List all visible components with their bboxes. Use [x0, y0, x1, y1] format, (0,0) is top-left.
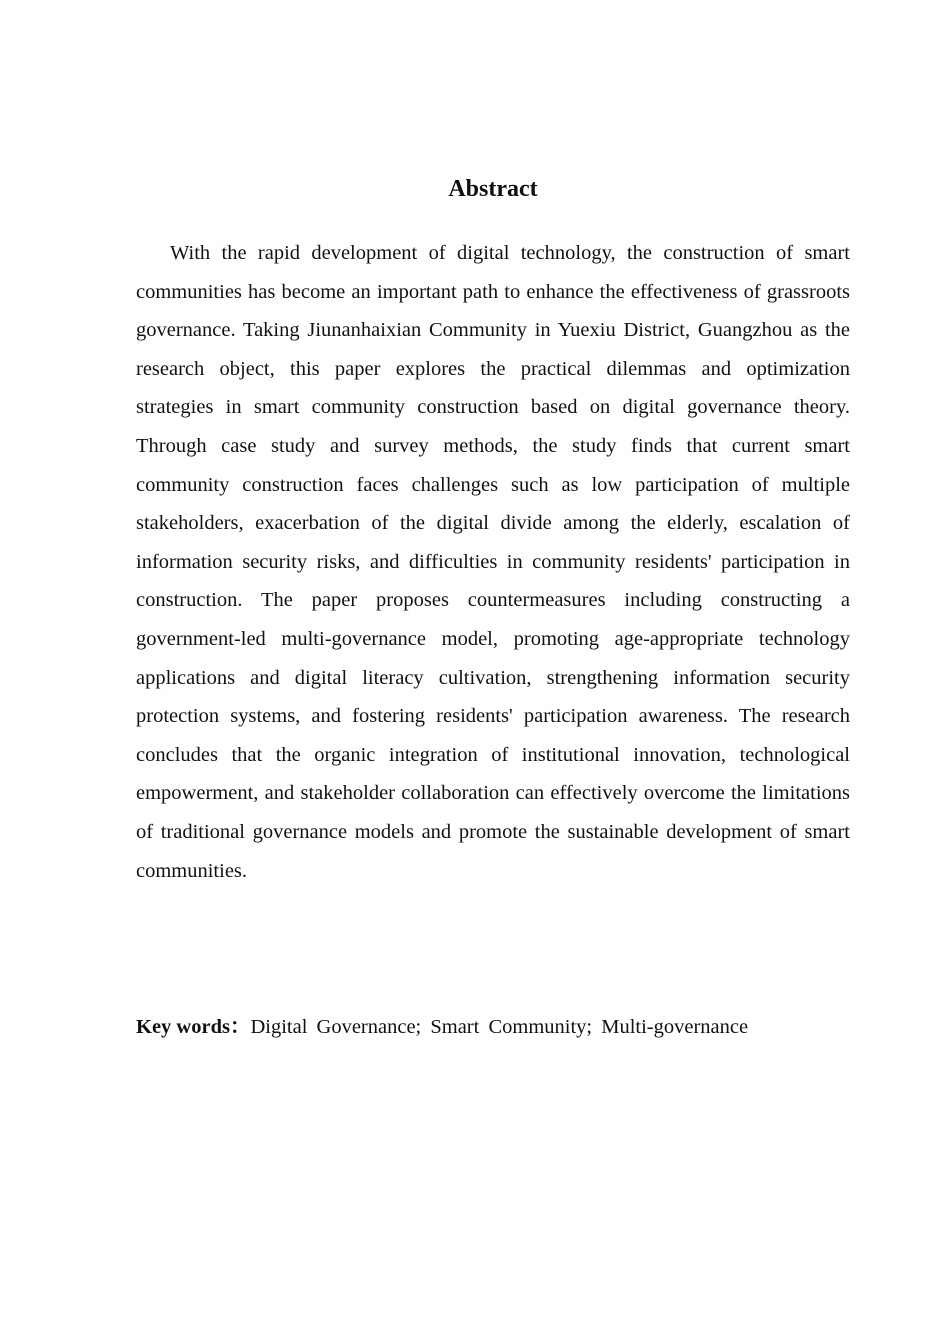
- keywords-list: Digital Governance; Smart Community; Multi-governance: [250, 1016, 749, 1038]
- page-title: [136, 173, 850, 205]
- page-title-text: Abstract: [448, 176, 538, 203]
- keywords-label: Key words：: [136, 1016, 251, 1038]
- keywords-line: [136, 1008, 850, 1046]
- abstract-paragraph: With the rapid development of digital technology, the construction of smart communities has become an important path to enhance the effectiveness of grassroots governance. Taking Jiunanhaixian Community in Yuexiu District, Guangzhou as the research object, this paper explores the practical dilemmas and optimization strategies in smart community construction based on digital governance theory. Through case study and survey methods, the study finds that current smart community construction faces challenges such as low participation of multiple stakeholders, exacerbation of the digital divide among the elderly, escalation of information security risks, and difficulties in community residents' participation in construction. The paper proposes countermeasures including constructing a government-led multi-governance model, promoting age-appropriate technology applications and digital literacy cultivation, strengthening information security protection systems, and fostering residents' participation awareness. The research concludes that the organic integration of institutional innovation, technological empowerment, and stakeholder collaboration can effectively overcome the limitations of traditional governance models and promote the sustainable development of smart communities.: [136, 242, 850, 882]
